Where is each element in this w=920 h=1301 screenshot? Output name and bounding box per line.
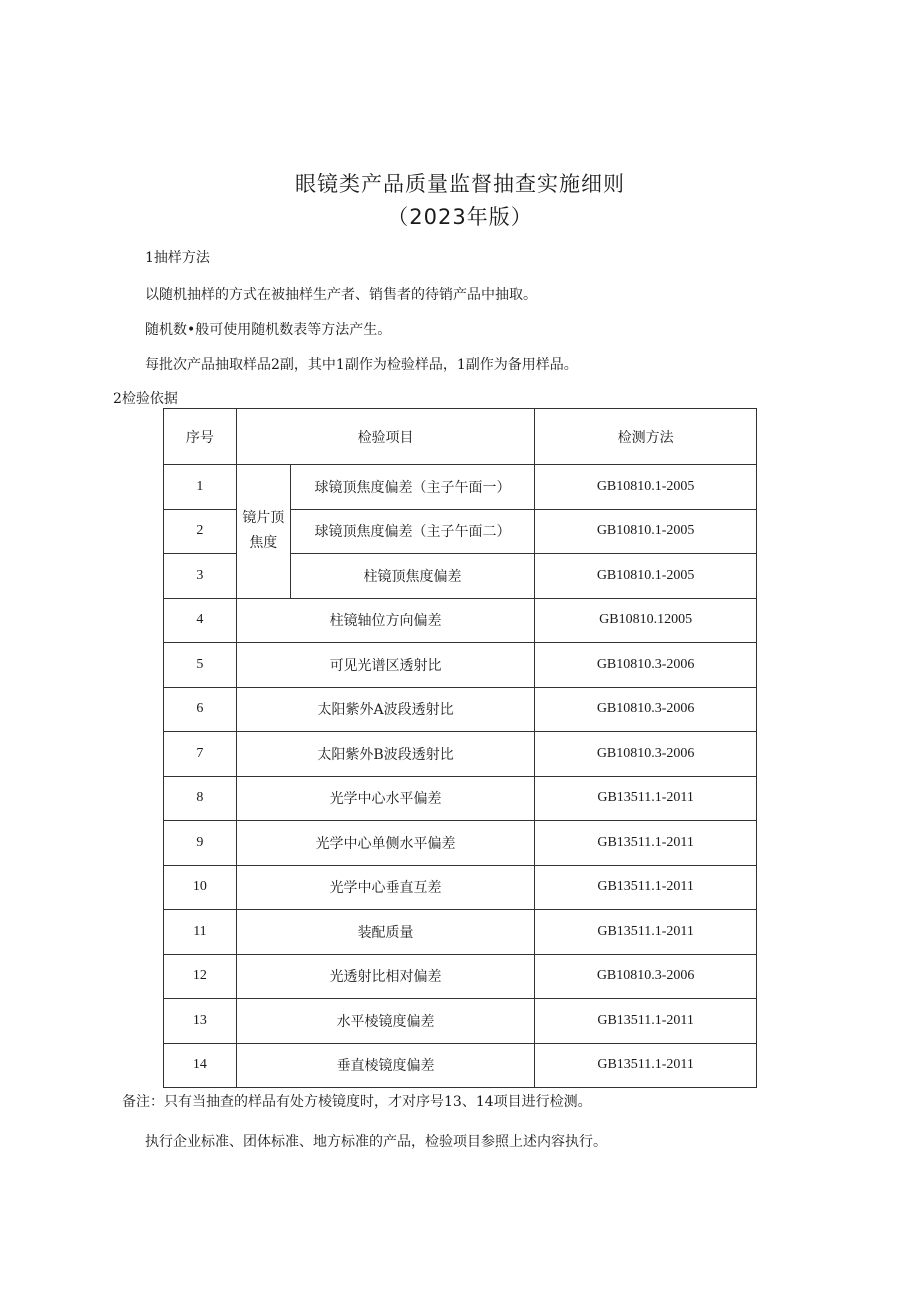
header-method: 检测方法 [535, 409, 757, 465]
row-method: GB10810.1-2005 [535, 509, 757, 554]
table-row [164, 910, 757, 955]
table-row [164, 643, 757, 688]
inspection-table [163, 408, 757, 1088]
section-1-para-3: 每批次产品抽取样品2副，其中1副作为检验样品，1副作为备用样品。 [145, 357, 578, 373]
table-row [164, 954, 757, 999]
table-row [164, 821, 757, 866]
row-method: GB10810.1-2005 [535, 465, 757, 510]
table-row [164, 776, 757, 821]
row-item: 柱镜轴位方向偏差 [236, 598, 534, 643]
table-row [164, 732, 757, 777]
table-row [164, 598, 757, 643]
row-method: GB13511.1-2011 [535, 776, 757, 821]
header-seq: 序号 [164, 409, 237, 465]
group-label-line-2: 焦度 [249, 535, 278, 552]
group-label-line-1: 镜片顶 [242, 510, 285, 527]
row-item: 垂直棱镜度偏差 [236, 1043, 534, 1088]
row-method: GB13511.1-2011 [535, 821, 757, 866]
row-seq: 10 [164, 865, 237, 910]
row-item: 太阳紫外A波段透射比 [236, 687, 534, 732]
row-seq: 3 [164, 554, 237, 599]
section-1-para-1: 以随机抽样的方式在被抽样生产者、销售者的待销产品中抽取。 [145, 287, 537, 303]
row-seq: 13 [164, 999, 237, 1044]
row-item: 球镜顶焦度偏差（主子午面二） [290, 509, 535, 554]
row-seq: 6 [164, 687, 237, 732]
row-item: 装配质量 [236, 910, 534, 955]
row-item: 光学中心水平偏差 [236, 776, 534, 821]
header-item: 检验项目 [236, 409, 534, 465]
row-item: 柱镜顶焦度偏差 [290, 554, 535, 599]
row-seq: 5 [164, 643, 237, 688]
table-note: 备注：只有当抽查的样品有处方棱镜度时，才对序号13、14项目进行检测。 [122, 1094, 592, 1110]
table-row [164, 999, 757, 1044]
row-method: GB10810.12005 [535, 598, 757, 643]
document-title: 眼镜类产品质量监督抽查实施细则 [295, 172, 625, 196]
row-seq: 9 [164, 821, 237, 866]
document-subtitle: （2023年版） [387, 205, 533, 229]
section-1-heading: 1抽样方法 [145, 250, 210, 266]
row-item: 光学中心垂直互差 [236, 865, 534, 910]
row-item: 球镜顶焦度偏差（主子午面一） [290, 465, 535, 510]
row-method: GB10810.3-2006 [535, 954, 757, 999]
row-seq: 14 [164, 1043, 237, 1088]
row-method: GB10810.3-2006 [535, 687, 757, 732]
table-row [164, 1043, 757, 1088]
row-item: 可见光谱区透射比 [236, 643, 534, 688]
row-method: GB13511.1-2011 [535, 865, 757, 910]
row-item: 光学中心单侧水平偏差 [236, 821, 534, 866]
closing-paragraph: 执行企业标准、团体标准、地方标准的产品，检验项目参照上述内容执行。 [145, 1134, 607, 1150]
row-item: 光透射比相对偏差 [236, 954, 534, 999]
row-method: GB13511.1-2011 [535, 910, 757, 955]
section-1-para-2: 随机数•般可使用随机数表等方法产生。 [145, 322, 392, 338]
row-item: 水平棱镜度偏差 [236, 999, 534, 1044]
row-seq: 8 [164, 776, 237, 821]
row-seq: 4 [164, 598, 237, 643]
row-seq: 7 [164, 732, 237, 777]
row-seq: 2 [164, 509, 237, 554]
table-header-row [164, 409, 757, 465]
row-seq: 1 [164, 465, 237, 510]
row-method: GB13511.1-2011 [535, 1043, 757, 1088]
table-row [164, 465, 757, 510]
table-row [164, 865, 757, 910]
group-label [236, 465, 290, 599]
row-seq: 11 [164, 910, 237, 955]
row-method: GB13511.1-2011 [535, 999, 757, 1044]
section-2-heading: 2检验依据 [113, 391, 178, 407]
row-item: 太阳紫外B波段透射比 [236, 732, 534, 777]
table-row [164, 687, 757, 732]
row-method: GB10810.3-2006 [535, 643, 757, 688]
row-method: GB10810.1-2005 [535, 554, 757, 599]
row-seq: 12 [164, 954, 237, 999]
row-method: GB10810.3-2006 [535, 732, 757, 777]
